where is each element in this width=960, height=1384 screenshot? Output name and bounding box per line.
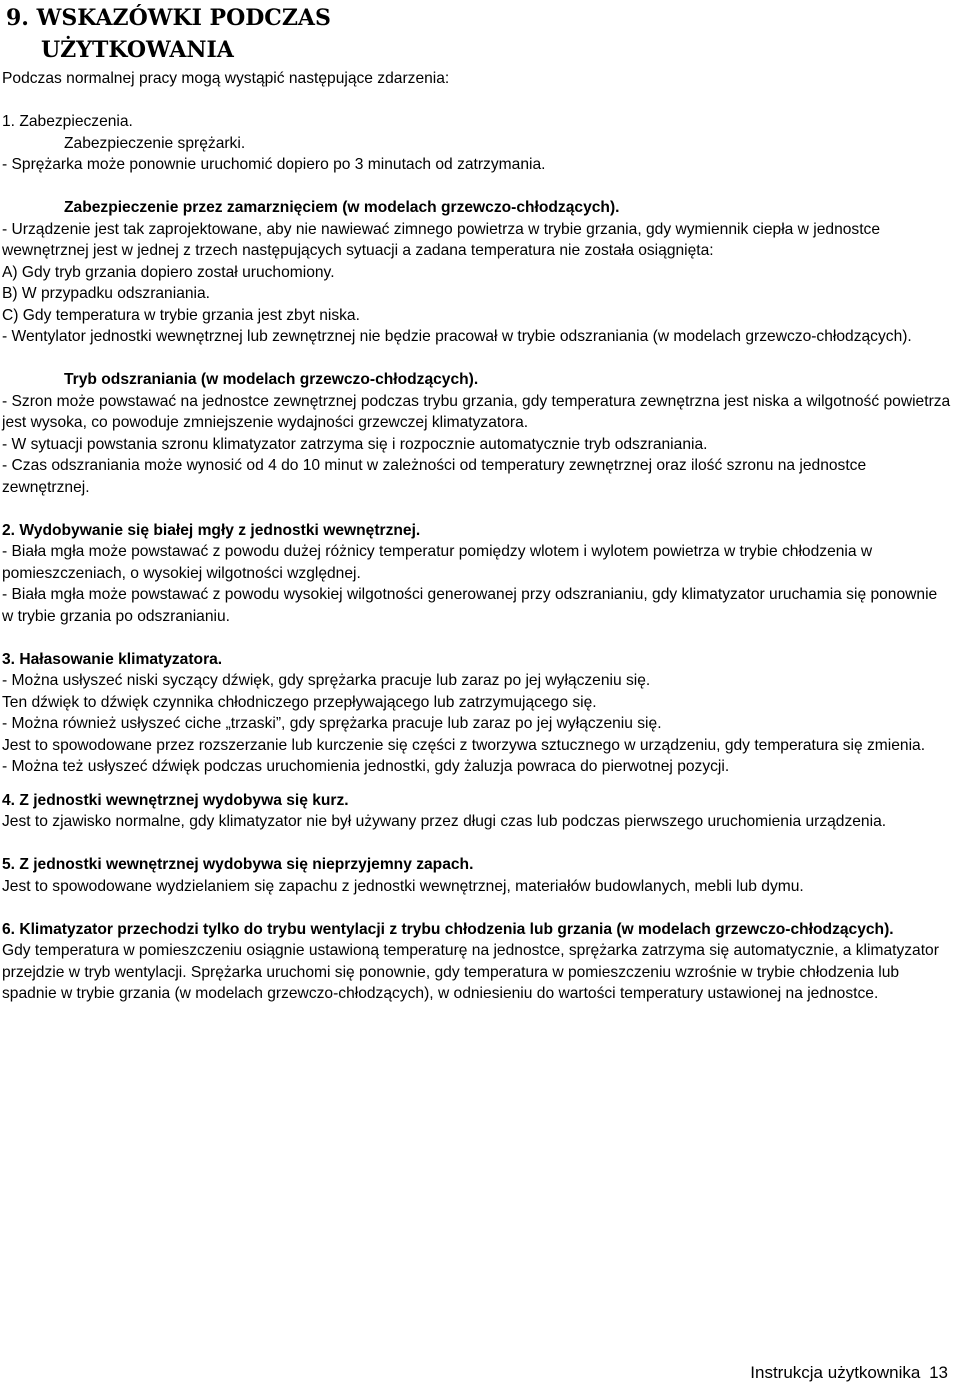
section-3-paragraph-2: Ten dźwięk to dźwięk czynnika chłodniczego przepływającego lub zatrzymującego się. (2, 693, 597, 711)
page-number: 13 (929, 1363, 948, 1382)
section-2-paragraph-2: - Biała mgła może powstawać z powodu wysokiej wilgotności generowanej przy odszranianiu, gdy klimatyzator uruchamia się ponownie w trybie grzania po odszranianiu. (2, 586, 938, 625)
section-3-title: 3. Hałasowanie klimatyzatora. (2, 650, 223, 668)
section-1-title: 1. Zabezpieczenia. (2, 113, 133, 130)
section-6-paragraph-1: Gdy temperatura w pomieszczeniu osiągnie ustawioną temperaturę na jednostce, sprężarka zatrzyma się automatycznie, a klimatyzator przejdzie w tryb wentylacji. Sprężarka uruchomi się ponownie, gdy temperatura w pomieszczeniu wzrośnie w trybie chłodzenia lub spadnie w trybie grzania (w modelach grzewczo-chłodzących), w odniesieniu do wartości temperatury ustawionej na jednostce. (2, 942, 939, 1002)
section-4-paragraph-1: Jest to zjawisko normalne, gdy klimatyzator nie był używany przez długi czas lub podczas pierwszego uruchomienia urządzenia. (2, 813, 887, 830)
section-3-paragraph-5: - Można też usłyszeć dźwięk podczas uruchomienia jednostki, gdy żaluzja powraca do pierwotnej pozycji. (2, 758, 730, 775)
section-1-paragraph-1: - Urządzenie jest tak zaprojektowane, aby nie nawiewać zimnego powietrza w trybie grzania, gdy wymiennik ciepła w jednostce wewnętrznej jest w jednej z trzech następujących sytuacji a zadana temperatura nie została osiągnięta: (2, 220, 881, 259)
section-1-subtitle-compressor: Zabezpieczenie sprężarki. (64, 134, 246, 152)
section-1-item-b: B) W przypadku odszraniania. (2, 285, 211, 302)
document-body (2, 68, 952, 1005)
section-2-paragraph-1: - Biała mgła może powstawać z powodu dużej różnicy temperatur pomiędzy wlotem i wylotem powietrza w trybie chłodzenia w pomieszczeniach, o wysokiej wilgotności względnej. (2, 543, 873, 582)
section-heading (6, 2, 386, 66)
section-5-title: 5. Z jednostki wewnętrznej wydobywa się nieprzyjemny zapach. (2, 856, 474, 873)
section-2-title: 2. Wydobywanie się białej mgły z jednostki wewnętrznej. (2, 521, 421, 539)
heading-line-2: UŻYTKOWANIA (41, 37, 234, 63)
intro-text: Podczas normalnej pracy mogą wystąpić następujące zdarzenia: (2, 70, 450, 87)
section-1-item-a: A) Gdy tryb grzania dopiero został uruchomiony. (2, 263, 335, 281)
heading-line-1: 9. WSKAZÓWKI PODCZAS (6, 5, 331, 31)
section-1-line-compressor: - Sprężarka może ponownie uruchomić dopiero po 3 minutach od zatrzymania. (2, 156, 546, 173)
section-5-paragraph-1: Jest to spowodowane wydzielaniem się zapachu z jednostki wewnętrznej, materiałów budowlanych, mebli lub dymu. (2, 877, 804, 895)
page-footer (746, 1363, 948, 1383)
section-3-paragraph-3: - Można również usłyszeć ciche „trzaski”, gdy sprężarka pracuje lub zaraz po jej wyłączeniu się. (2, 715, 662, 732)
section-3-paragraph-1: - Można usłyszeć niski syczący dźwięk, gdy sprężarka pracuje lub zaraz po jej wyłączeniu się. (2, 672, 651, 689)
section-3-paragraph-4: Jest to spowodowane przez rozszerzanie lub kurczenie się części z tworzywa sztucznego w urządzeniu, gdy temperatura się zmienia. (2, 736, 926, 754)
section-1-item-c: C) Gdy temperatura w trybie grzania jest zbyt niska. (2, 306, 360, 324)
section-1-subtitle-defrost: Tryb odszraniania (w modelach grzewczo-chłodzących). (64, 371, 479, 388)
section-1-paragraph-5: - Czas odszraniania może wynosić od 4 do 10 minut w zależności od temperatury zewnętrznej oraz ilość szronu na jednostce zewnętrznej. (2, 457, 867, 496)
footer-label: Instrukcja użytkownika (750, 1363, 921, 1382)
section-1-paragraph-3: - Szron może powstawać na jednostce zewnętrznej podczas trybu grzania, gdy temperatura zewnętrzna jest niska a wilgotność powietrza jest wysoka, co powoduje zmniejszenie wydajności grzewczej klimatyzatora. (2, 392, 951, 431)
section-1-paragraph-2: - Wentylator jednostki wewnętrznej lub zewnętrznej nie będzie pracował w trybie odszraniania (w modelach grzewczo-chłodzących). (2, 328, 912, 345)
section-1-subtitle-freeze: Zabezpieczenie przez zamarznięciem (w modelach grzewczo-chłodzących). (64, 199, 620, 216)
section-4-title: 4. Z jednostki wewnętrznej wydobywa się kurz. (2, 791, 349, 809)
section-6-title: 6. Klimatyzator przechodzi tylko do trybu wentylacji z trybu chłodzenia lub grzania (w modelach grzewczo-chłodzących). (2, 920, 894, 938)
section-1-paragraph-4: - W sytuacji powstania szronu klimatyzator zatrzyma się i rozpocznie automatycznie tryb odszraniania. (2, 435, 708, 453)
